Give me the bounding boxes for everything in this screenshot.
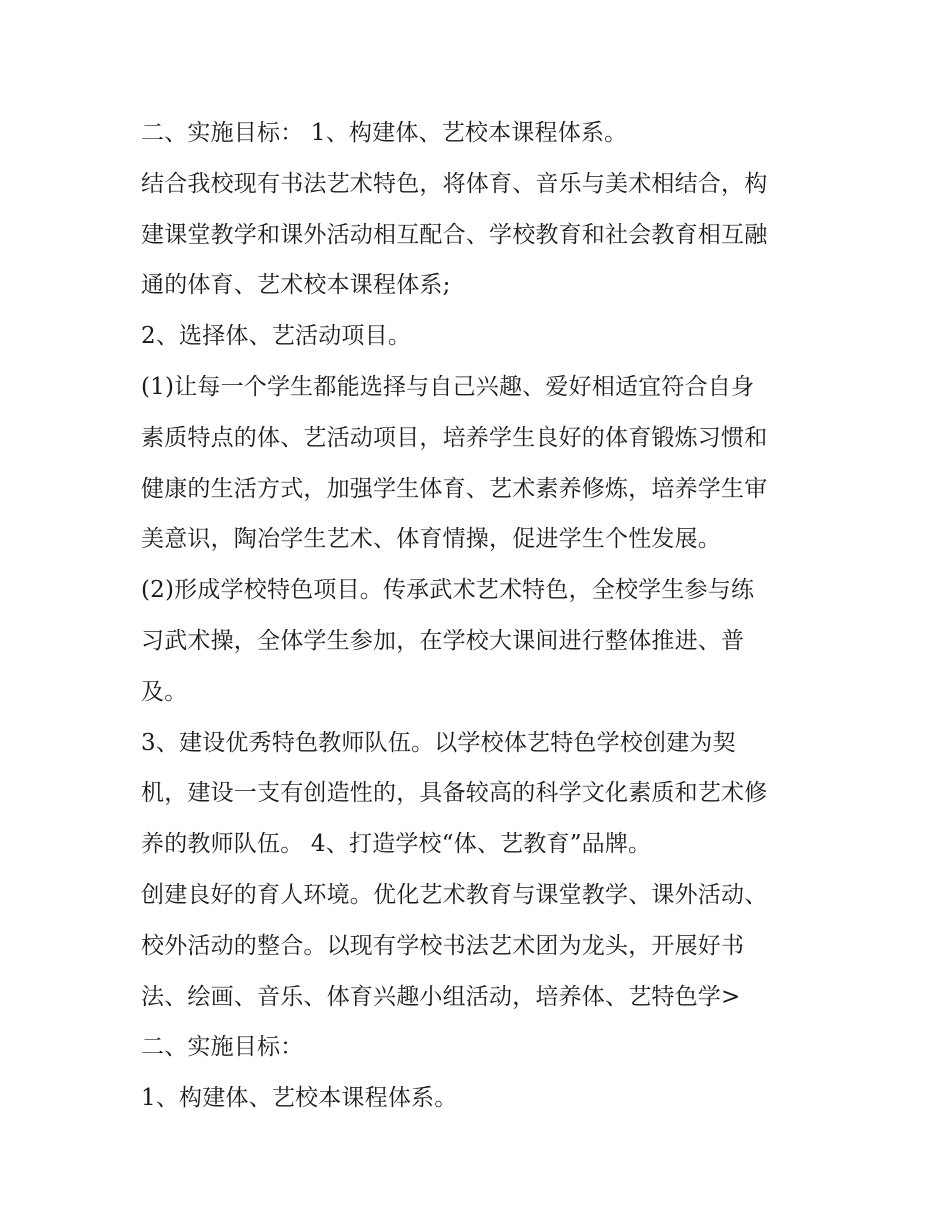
document-body — [141, 108, 831, 1124]
text-line-7: 素质特点的体、艺活动项目，培养学生良好的体育锻炼习惯和 — [141, 424, 768, 451]
text-line-17: 校外活动的整合。以现有学校书法艺术团为龙头，开展好书 — [141, 932, 745, 959]
text-line-20: 1、构建体、艺校本课程体系。 — [141, 1085, 458, 1112]
text-line-15: 养的教师队伍。 4、打造学校“体、艺教育”品牌。 — [141, 831, 652, 858]
text-line-12: 及。 — [141, 678, 188, 705]
text-line-11: 习武术操，全体学生参加，在学校大课间进行整体推进、普 — [141, 627, 745, 654]
text-line-19: 二、实施目标： — [141, 1034, 304, 1061]
text-line-18: 法、绘画、音乐、体育兴趣小组活动，培养体、艺特色学> — [141, 983, 741, 1010]
text-line-4: 通的体育、艺术校本课程体系; — [141, 272, 451, 299]
text-line-3: 建课堂教学和课外活动相互配合、学校教育和社会教育相互融 — [141, 221, 768, 248]
text-line-8: 健康的生活方式，加强学生体育、艺术素养修炼，培养学生审 — [141, 475, 768, 502]
text-line-10: (2)形成学校特色项目。传承武术艺术特色，全校学生参与练 — [141, 577, 755, 604]
text-line-2: 结合我校现有书法艺术特色，将体育、音乐与美术相结合，构 — [141, 170, 768, 197]
text-line-13: 3、建设优秀特色教师队伍。以学校体艺特色学校创建为契 — [141, 729, 736, 756]
text-line-1: 二、实施目标： 1、构建体、艺校本课程体系。 — [141, 120, 628, 146]
text-line-14: 机，建设一支有创造性的，具备较高的科学文化素质和艺术修 — [141, 780, 768, 807]
text-line-16: 创建良好的育人环境。优化艺术教育与课堂教学、课外活动、 — [141, 881, 768, 908]
text-line-5: 2、选择体、艺活动项目。 — [141, 323, 412, 350]
text-line-9: 美意识，陶冶学生艺术、体育情操，促进学生个性发展。 — [141, 526, 721, 553]
text-line-6: (1)让每一个学生都能选择与自己兴趣、爱好相适宜符合自身 — [141, 373, 755, 400]
